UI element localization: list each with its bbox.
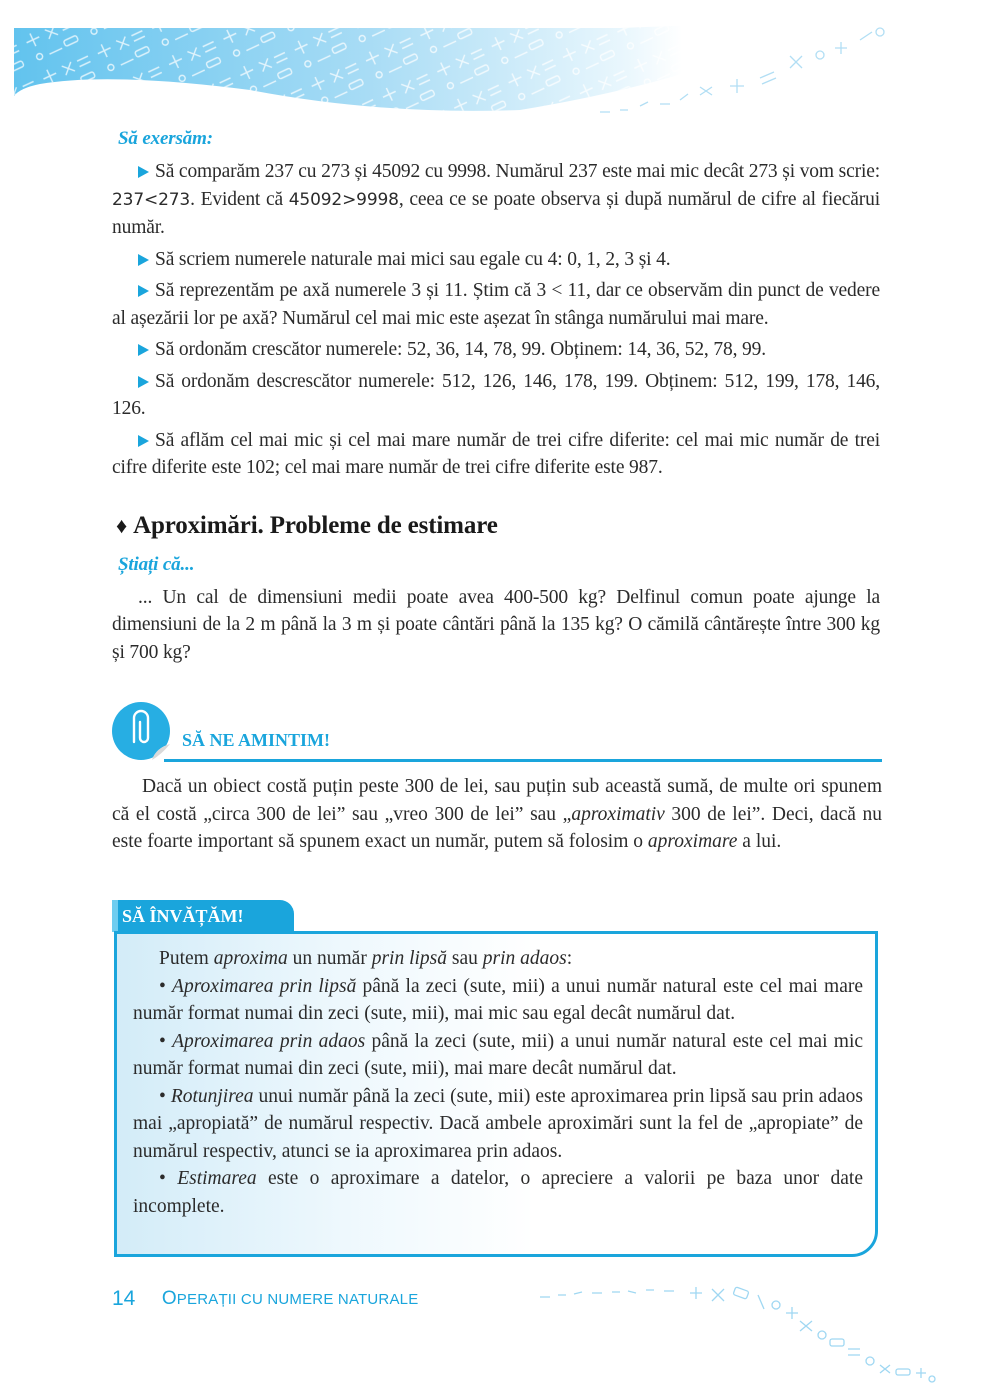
main-content: [112, 126, 880, 670]
exercise-heading: Să exersăm:: [118, 128, 213, 149]
page-footer: [112, 1287, 418, 1311]
exercise-item: Să scriem numerele naturale mai mici sau egale cu 4: 0, 1, 2, 3 și 4.: [112, 246, 880, 274]
remember-text: Dacă un obiect costă puțin peste 300 de lei, sau puțin sub această sumă, de multe ori spunem că el costă „circa 300 de lei” sau „vreo 300 de lei” sau „aproximativ 300 de lei”. Deci, dacă nu este foarte important să spunem exact un număr, putem să folosim o aproximare a lui.: [112, 776, 882, 852]
exercise-item: Să ordonăm descrescător numerele: 512, 126, 146, 178, 199. Obținem: 512, 199, 178, 146, 126.: [112, 370, 880, 419]
arrow-bullet-icon: [138, 254, 149, 266]
inequality-expression: 45092>9998: [288, 189, 399, 210]
exercise-item: Să comparăm 237 cu 273 și 45092 cu 9998. Numărul 237 este mai mic decât 273 și vom scrie: 237<273. Evident că 45092>9998, ceea ce se poate observa și după numărul de cifre al fiecărui număr.: [112, 161, 880, 238]
bullet-dot-icon: •: [159, 1168, 166, 1189]
arrow-bullet-icon: [138, 285, 149, 297]
did-you-know-block: [112, 552, 880, 667]
learn-intro: Putem aproxima un număr prin lipsă sau prin adaos:: [159, 948, 573, 969]
exercise-item: Să ordonăm crescător numerele: 52, 36, 14, 78, 99. Obținem: 14, 36, 52, 78, 99.: [112, 336, 880, 364]
exercise-item: Să aflăm cel mai mic și cel mai mare număr de trei cifre diferite: cel mai mic număr de trei cifre diferite este 102; cel mai mare număr de trei cifre diferite este 987.: [112, 429, 880, 478]
did-you-know-heading: Știați că...: [118, 553, 195, 575]
arrow-bullet-icon: [138, 166, 149, 178]
paperclip-badge: [112, 702, 170, 760]
remember-header: [112, 702, 882, 762]
arrow-bullet-icon: [138, 435, 149, 447]
chapter-title: OPERAȚII CU NUMERE NATURALE: [161, 1288, 419, 1309]
arrow-bullet-icon: [138, 344, 149, 356]
remember-title: SĂ NE AMINTIM!: [182, 730, 331, 750]
math-symbols-decoration-icon: [0, 0, 992, 125]
learn-bullet: • Estimarea este o aproximare a datelor, o apreciere a valorii pe baza unor date incomplete.: [133, 1168, 864, 1217]
remember-divider: [164, 759, 882, 762]
paperclip-icon: [112, 702, 170, 760]
inequality-expression: 237<273: [112, 189, 191, 210]
header-banner: [0, 0, 992, 125]
bullet-dot-icon: •: [159, 1085, 166, 1107]
footer-decoration: [530, 1275, 950, 1390]
bullet-dot-icon: •: [159, 975, 166, 997]
learn-bullet: • Aproximarea prin adaos până la zeci (sute, mii) a unui număr natural este cel mai mic număr format numai din zeci (sute, mii), mai mare decât numărul dat.: [133, 1030, 864, 1079]
learn-tab: SĂ ÎNVĂȚĂM!: [112, 900, 294, 932]
math-symbols-decoration-icon: [530, 1275, 950, 1385]
learn-bullet: • Aproximarea prin lipsă până la zeci (sute, mii) a unui număr natural este cel mai mare număr format numai din zeci (sute, mii), mai mic sau egal decât numărul dat.: [133, 975, 864, 1024]
bullet-dot-icon: •: [159, 1030, 166, 1052]
page-number: 14: [112, 1287, 136, 1310]
arrow-bullet-icon: [138, 376, 149, 388]
exercise-item: Să reprezentăm pe axă numerele 3 și 11. Știm că 3 < 11, dar ce observăm din punct de vedere al așezării lor pe axă? Numărul cel mai mic este așezat în stânga numărului mai mare.: [112, 280, 880, 329]
diamond-bullet-icon: ♦: [116, 512, 128, 538]
learn-bullet: • Rotunjirea unui număr până la zeci (sute, mii) este aproximarea prin lipsă sau prin adaos mai „apropiată” de numărul respectiv. Dacă ambele aproximări sunt la fel de „apropiate” de numărul respectiv, atunci se ia aproximarea prin adaos.: [133, 1085, 863, 1162]
section-title: ♦ Aproximări. Probleme de estimare: [116, 511, 498, 539]
did-you-know-text: ... Un cal de dimensiuni medii poate avea 400-500 kg? Delfinul comun poate ajunge la dimensiuni de la 2 m până la 3 m și poate cântări până la 135 kg? O cămilă cântărește între 300 kg și 700 kg?: [112, 586, 880, 663]
learn-text: [133, 945, 863, 1220]
